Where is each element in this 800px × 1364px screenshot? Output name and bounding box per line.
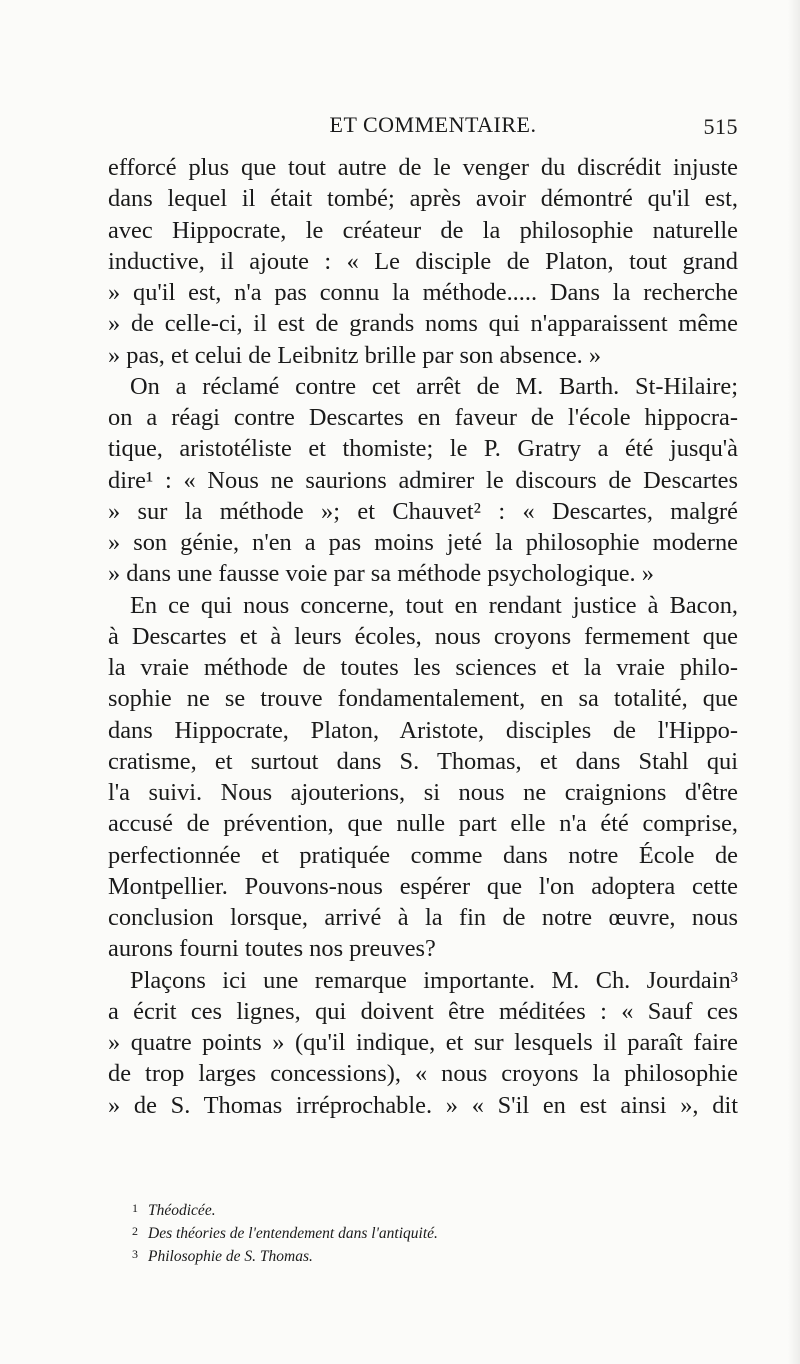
text-line: » de celle-ci, il est de grands noms qui n'apparaissent même — [108, 310, 738, 338]
footnote-text: Philosophie de S. Thomas. — [148, 1248, 313, 1265]
footnote — [132, 1244, 738, 1267]
text-line: inductive, il ajoute : « Le disciple de Platon, tout grand — [108, 247, 738, 275]
text-line: dans Hippocrate, Platon, Aristote, disciples de l'Hippo- — [108, 716, 738, 744]
text-line: dans lequel il était tombé; après avoir démontré qu'il est, — [108, 185, 738, 213]
text-line: la vraie méthode de toutes les sciences et la vraie philo- — [108, 654, 738, 681]
text-line: l'a suivi. Nous ajouterions, si nous ne craignions d'être — [108, 779, 738, 806]
text-line: » pas, et celui de Leibnitz brille par son absence. » — [108, 341, 602, 369]
footnotes — [132, 1198, 738, 1267]
text-line: dire¹ : « Nous ne saurions admirer le discours de Descartes — [108, 466, 738, 494]
text-line: aurons fourni toutes nos preuves? — [108, 935, 436, 963]
footnote-mark: 2 — [132, 1224, 138, 1238]
text-line: avec Hippocrate, le créateur de la philosophie naturelle — [108, 216, 738, 244]
text-line: perfectionnée et pratiquée comme dans notre École de — [108, 841, 738, 869]
text-line: » dans une fausse voie par sa méthode psychologique. » — [108, 560, 654, 588]
text-line: cratisme, et surtout dans S. Thomas, et dans Stahl qui — [108, 747, 738, 775]
footnote-mark: 3 — [132, 1247, 138, 1261]
text-line: à Descartes et à leurs écoles, nous croyons fermement que — [108, 622, 738, 650]
body-text — [108, 152, 738, 1121]
page-edge-shadow — [788, 0, 800, 1364]
text-line: On a réclamé contre cet arrêt de M. Barth. St-Hilaire; — [130, 372, 738, 400]
text-line: » qu'il est, n'a pas connu la méthode..... Dans la recherche — [108, 279, 738, 306]
page-number: 515 — [703, 114, 738, 139]
footnote-text: Théodicée. — [148, 1202, 216, 1219]
text-line: tique, aristotéliste et thomiste; le P. Gratry a été jusqu'à — [108, 435, 738, 463]
text-line: Montpellier. Pouvons-nous espérer que l'on adoptera cette — [108, 872, 738, 900]
text-line: » de S. Thomas irréprochable. » « S'il en est ainsi », dit — [108, 1091, 738, 1119]
footnote — [132, 1198, 738, 1221]
page-header — [108, 112, 738, 144]
text-line: efforcé plus que tout autre de le venger du discrédit injuste — [108, 154, 738, 181]
text-line: » quatre points » (qu'il indique, et sur lesquels il paraît faire — [108, 1029, 738, 1056]
text-line: accusé de prévention, que nulle part elle n'a été comprise, — [108, 810, 738, 838]
text-line: conclusion lorsque, arrivé à la fin de notre œuvre, nous — [108, 904, 738, 931]
text-line: » son génie, n'en a pas moins jeté la philosophie moderne — [108, 529, 738, 556]
footnote — [132, 1221, 738, 1244]
text-line: » sur la méthode »; et Chauvet² : « Descartes, malgré — [108, 497, 738, 525]
text-line: En ce qui nous concerne, tout en rendant justice à Bacon, — [130, 591, 738, 619]
text-line: de trop larges concessions), « nous croyons la philosophie — [108, 1060, 738, 1088]
footnote-mark: 1 — [132, 1201, 138, 1215]
text-line: Plaçons ici une remarque importante. M. Ch. Jourdain³ — [130, 966, 738, 994]
footnote-text: Des théories de l'entendement dans l'antiquité. — [148, 1225, 438, 1242]
text-line: sophie ne se trouve fondamentalement, en sa totalité, que — [108, 685, 738, 713]
running-head: ET COMMENTAIRE. — [329, 112, 537, 137]
text-line: a écrit ces lignes, qui doivent être méditées : « Sauf ces — [108, 997, 738, 1025]
text-line: on a réagi contre Descartes en faveur de l'école hippocra- — [108, 404, 738, 431]
